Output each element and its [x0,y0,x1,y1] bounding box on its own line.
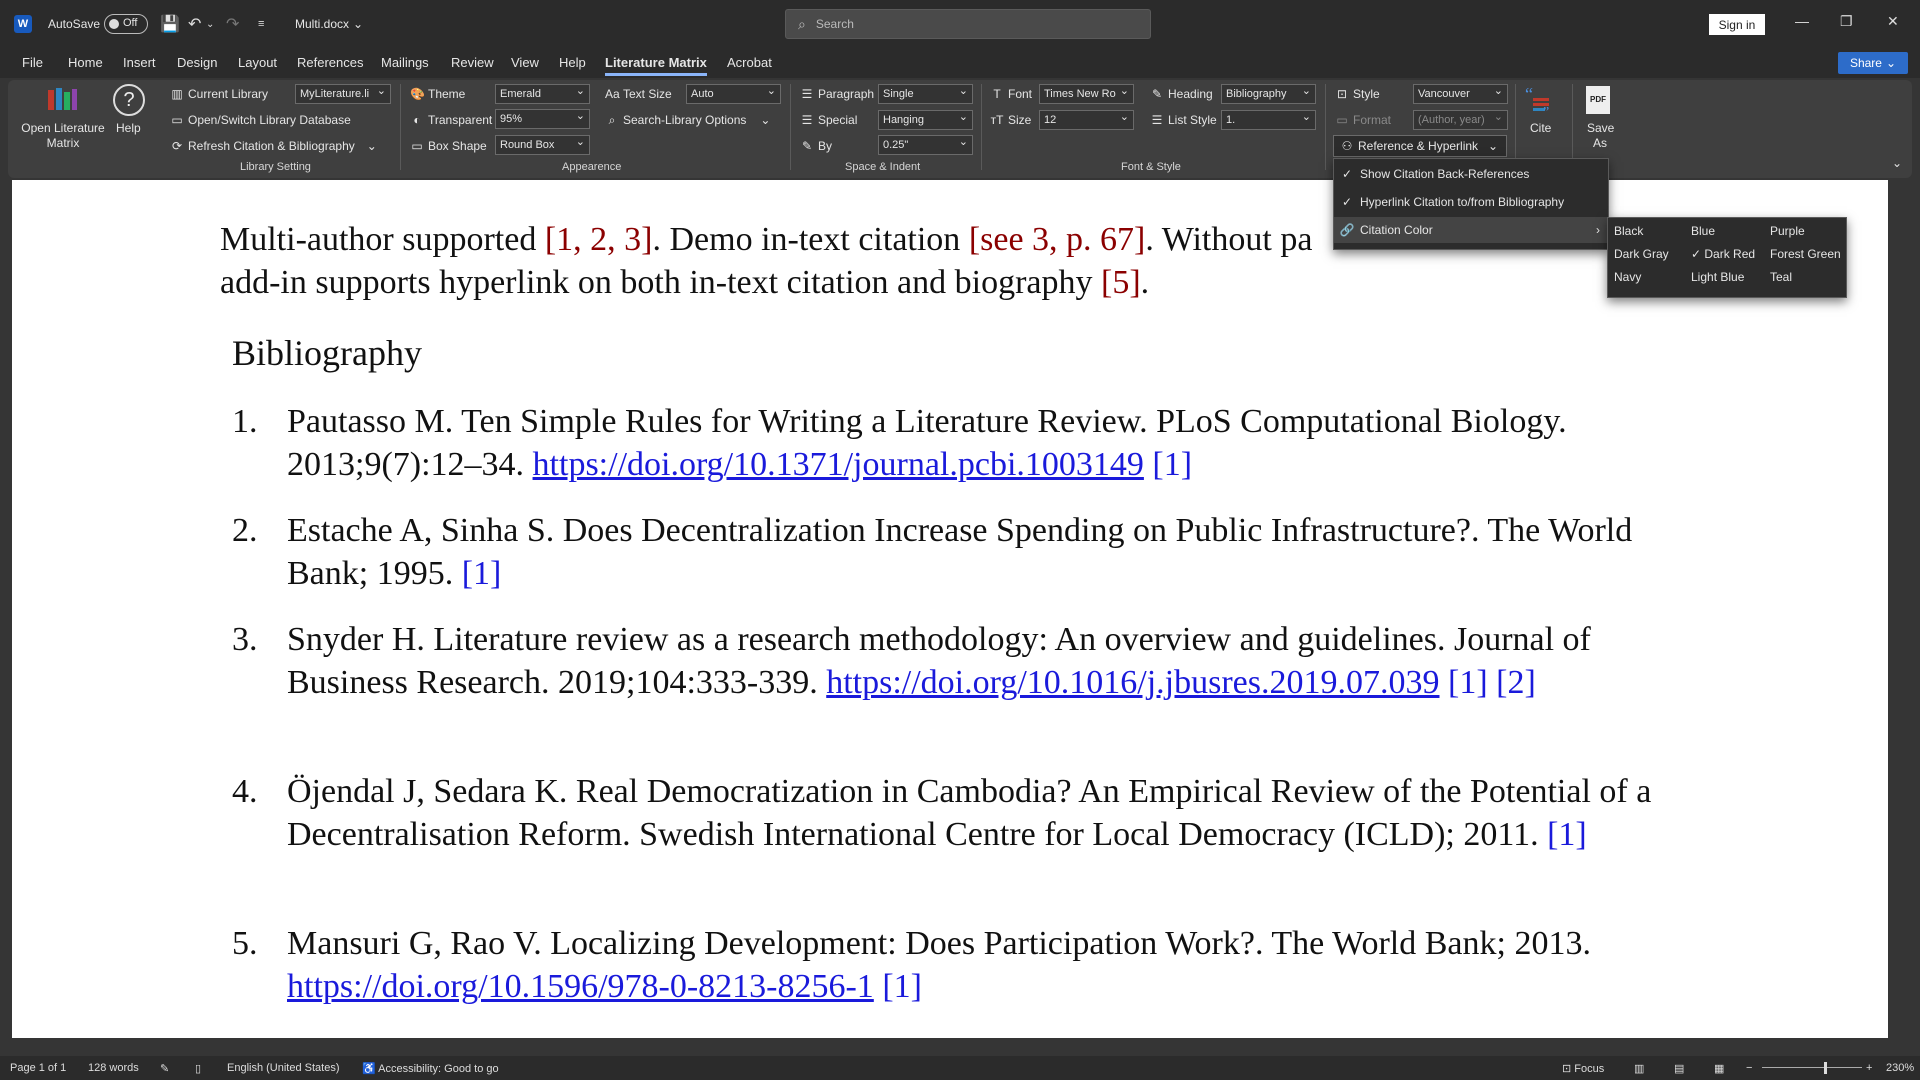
pencil-icon: ✎ [801,139,813,153]
style-label: ⊡ Style [1336,87,1380,101]
list-style-dropdown[interactable]: 1. ⌄ [1221,110,1316,130]
body-text: add-in supports hyperlink on both in-text citation and biography [220,264,1102,301]
title-bar [0,0,1920,48]
doi-link[interactable]: https://doi.org/10.1016/j.jbusres.2019.07.039 [826,664,1440,701]
box-shape-dropdown[interactable]: Round Box ⌄ [495,135,590,155]
box-shape-icon: ▭ [411,139,423,153]
search-icon: ⌕ [608,113,616,127]
entry-text: Estache A, Sinha S. Does Decentralization Increase Spending on Public Infrastructure?. The World Bank; 1995. [287,512,1633,592]
color-option-light-blue[interactable]: Light Blue [1691,270,1745,284]
page-count[interactable]: Page 1 of 1 [10,1062,67,1074]
entry-text: Pautasso M. Ten Simple Rules for Writing a Literature Review. PLoS Computational Biology. 2013;9(7):12–34. [287,403,1567,483]
library-books-icon: ▥ [171,87,183,101]
format-dropdown[interactable]: (Author, year) ⌄ [1413,110,1508,130]
filename-text: Multi.docx [295,17,350,31]
special-label: ☰ Special [801,113,858,127]
chevron-down-icon: ⌄ [760,113,771,127]
group-separator [790,84,791,170]
paragraph-label: ☰ Paragraph [801,87,875,101]
citation-link[interactable]: [see 3, p. 67] [968,221,1146,258]
box-shape-label: ▭ Box Shape [411,139,487,153]
tab-view[interactable]: View [511,55,539,70]
cite-button[interactable]: Cite [1530,121,1552,135]
transparency-icon: ◐ [413,113,421,127]
indent-icon: ☰ [801,113,813,127]
book-icon[interactable]: ▯ [195,1063,202,1075]
tab-mailings[interactable]: Mailings [381,55,429,70]
menu-item-citation-color[interactable]: 🔗 Citation Color › [1334,217,1608,243]
list-icon: ☰ [1151,113,1163,127]
tab-acrobat[interactable]: Acrobat [727,55,772,70]
font-icon: T [993,87,1001,101]
people-link-icon: ⚇ [1341,139,1353,153]
proofing-icon[interactable]: ✎ [160,1063,170,1075]
group-separator [981,84,982,170]
document-page[interactable] [12,180,1888,1038]
appearance-group-label: Appearence [562,161,622,173]
svg-text:”: ” [1543,105,1550,116]
save-icon[interactable]: 💾 [160,16,180,33]
chevron-down-icon: ⌄ [1487,139,1498,153]
zoom-slider-thumb[interactable] [1824,1062,1827,1074]
citation-link[interactable]: [1, 2, 3] [544,221,653,258]
entry-number: 2. [232,512,258,549]
body-text: . Without pa [1145,221,1313,258]
refresh-citation-button[interactable]: ⟳ Refresh Citation & Bibliography ⌄ [171,139,377,153]
entry-text: Mansuri G, Rao V. Localizing Development: Does Participation Work?. The World Bank; 2013. [287,925,1591,962]
link-icon: 🔗 [1339,223,1355,237]
text-size-dropdown[interactable]: Auto ⌄ [686,84,781,104]
transparent-dropdown[interactable]: 95% ⌄ [495,109,590,129]
accessibility-indicator[interactable]: ♿ Accessibility: Good to go [362,1063,499,1075]
tab-help[interactable]: Help [559,55,586,70]
format-icon: ▭ [1336,113,1348,127]
chevron-down-icon: ⌄ [1885,56,1897,70]
format-label: ▭ Format [1336,113,1392,127]
accessibility-icon: ♿ [362,1063,379,1075]
svg-text:“: “ [1525,86,1533,104]
restore-icon[interactable]: ❐ [1840,13,1853,29]
document-filename[interactable] [295,0,363,48]
entry-text: Snyder H. Literature review as a research methodology: An overview and guidelines. Journal of Business Research. 2019;104:333-339. [287,621,1591,701]
tab-references[interactable]: References [297,55,364,70]
list-style-label: ☰ List Style [1151,113,1217,127]
color-option-navy[interactable]: Navy [1614,270,1642,284]
tab-review[interactable]: Review [451,55,494,70]
search-placeholder: Search [815,17,854,31]
undo-dropdown-icon[interactable]: ⌄ [206,18,215,30]
zoom-level[interactable]: 230% [1886,1062,1915,1074]
citation-color-submenu [1607,217,1847,298]
group-separator [1325,84,1326,170]
customize-qat-icon[interactable]: ≡ [258,18,265,30]
color-option-blue[interactable]: Blue [1691,224,1716,238]
back-reference-link[interactable]: [1] [461,555,502,592]
tab-home[interactable]: Home [68,55,103,70]
reference-hyperlink-menu [1333,158,1609,250]
color-option-forest-green[interactable]: Forest Green [1770,247,1841,261]
by-label: ✎ By [801,139,833,153]
zoom-out-icon[interactable]: − [1746,1062,1753,1074]
library-setting-group-label: Library Setting [240,161,311,173]
chevron-down-icon: ⌄ [353,17,364,31]
doi-link[interactable]: https://doi.org/10.1371/journal.pcbi.1003149 [532,446,1144,483]
word-app-icon[interactable]: W [14,15,32,33]
current-library-dropdown[interactable]: MyLiterature.li ⌄ [295,84,391,104]
focus-button[interactable]: ⊡ Focus [1562,1063,1605,1075]
collapse-ribbon-icon[interactable]: ⌄ [1892,156,1903,170]
back-reference-link[interactable]: [1] [1143,446,1193,483]
checkmark-icon: ✓ [1341,167,1353,181]
autosave-state: Off [123,17,138,29]
style-dropdown[interactable]: Vancouver ⌄ [1413,84,1508,104]
font-style-group-label: Font & Style [1121,161,1181,173]
folder-open-icon: ▭ [171,113,183,127]
color-option-black[interactable]: Black [1614,224,1644,238]
menu-item-show-back-references[interactable]: ✓ Show Citation Back-References [1334,161,1608,187]
zoom-slider[interactable] [1762,1067,1862,1068]
palette-icon: 🎨 [410,87,425,101]
back-reference-link[interactable]: [1] [2] [1439,664,1536,701]
search-box[interactable] [785,9,1151,39]
entry-number: 5. [232,925,258,962]
entry-text: Öjendal J, Sedara K. Real Democratization in Cambodia? An Empirical Review of the Potential of a Decentralisation Reform. Swedish International Centre for Local Democracy (ICLD); 2011. [287,773,1652,853]
citation-link[interactable]: [5] [1101,264,1141,301]
sign-in-button[interactable]: Sign in [1709,14,1765,35]
font-label: T Font [990,87,1032,101]
style-icon: ⊡ [1336,87,1348,101]
paragraph-spacing-icon: ☰ [801,87,813,101]
chevron-right-icon: › [1596,223,1600,237]
search-library-options-button[interactable]: ⌕ Search-Library Options ⌄ [605,113,770,128]
minimize-icon[interactable]: — [1795,13,1809,29]
search-icon: ⌕ [798,15,806,32]
open-switch-library-button[interactable]: ▭ Open/Switch Library Database [171,113,351,127]
special-dropdown[interactable]: Hanging ⌄ [878,110,973,130]
tab-design[interactable]: Design [177,55,218,70]
transparent-label: ◐ Transparent [410,113,492,127]
body-text: Multi-author supported [220,221,545,258]
entry-number: 3. [232,621,258,658]
heading-icon: ✎ [1151,87,1163,101]
group-separator [400,84,401,170]
redo-icon[interactable]: ↷ [226,16,240,33]
text-size-icon: Aa [605,87,620,101]
tab-file[interactable]: File [22,55,43,70]
ribbon-tabs [0,48,1920,78]
zoom-in-icon[interactable]: + [1866,1062,1873,1074]
close-icon[interactable]: ✕ [1887,13,1899,29]
bibliography-heading: Bibliography [232,333,422,373]
tab-insert[interactable]: Insert [123,55,156,70]
autosave-label: AutoSave [48,17,101,31]
body-text: . [1140,264,1150,301]
share-label: Share [1849,56,1882,70]
font-size-icon: тT [990,113,1004,127]
font-dropdown[interactable]: Times New Ro ⌄ [1039,84,1134,104]
read-mode-icon[interactable]: ▥ [1634,1063,1645,1075]
tab-layout[interactable]: Layout [238,55,278,70]
focus-icon: ⊡ [1562,1063,1575,1075]
menu-item-hyperlink-citation[interactable]: ✓ Hyperlink Citation to/from Bibliography [1334,189,1608,215]
color-option-teal[interactable]: Teal [1770,270,1793,284]
space-indent-group-label: Space & Indent [845,161,921,173]
language-indicator[interactable]: English (United States) [227,1062,340,1074]
autosave-toggle[interactable] [104,14,148,34]
share-button[interactable] [1838,52,1908,74]
text-size-label: Aa Text Size [605,87,672,101]
doi-link[interactable]: https://doi.org/10.1596/978-0-8213-8256-1 [287,968,874,1005]
entry-number: 4. [232,773,258,810]
save-as-button[interactable]: Save As [1587,121,1615,150]
theme-label: 🎨 Theme [410,87,466,101]
help-icon: ? [113,84,145,116]
paragraph-dropdown[interactable]: Single ⌄ [878,84,973,104]
cite-icon [1525,86,1555,116]
reference-hyperlink-button[interactable]: ⚇ Reference & Hyperlink ⌄ [1333,135,1507,157]
refresh-icon: ⟳ [171,139,183,153]
back-reference-link[interactable]: [1] [873,968,922,1005]
entry-number: 1. [232,403,258,440]
body-text: . Demo in-text citation [652,221,969,258]
chevron-down-icon: ⌄ [366,139,377,153]
tab-literature-matrix[interactable]: Literature Matrix [605,55,707,76]
heading-dropdown[interactable]: Bibliography ⌄ [1221,84,1316,104]
toggle-knob [109,19,119,29]
size-dropdown[interactable]: 12 ⌄ [1039,110,1134,130]
open-literature-matrix-button[interactable]: Open Literature Matrix [21,121,105,150]
color-option-dark-red[interactable]: ✓ Dark Red [1691,247,1756,261]
web-layout-icon[interactable]: ▦ [1714,1063,1725,1075]
heading-label: ✎ Heading [1151,87,1213,101]
word-count[interactable]: 128 words [88,1062,139,1074]
undo-icon[interactable]: ↶ [188,16,202,33]
size-label: тT Size [990,113,1032,127]
help-button[interactable]: Help [116,121,141,135]
pdf-icon: PDF [1586,86,1610,114]
theme-dropdown[interactable]: Emerald ⌄ [495,84,590,104]
by-dropdown[interactable]: 0.25" ⌄ [878,135,973,155]
color-option-dark-gray[interactable]: Dark Gray [1614,247,1669,261]
color-option-purple[interactable]: Purple [1770,224,1805,238]
checkmark-icon: ✓ [1341,195,1353,209]
current-library-label: ▥ Current Library [171,87,269,101]
back-reference-link[interactable]: [1] [1547,816,1587,853]
print-layout-icon[interactable]: ▤ [1674,1063,1685,1075]
literature-matrix-icon [46,86,78,114]
status-bar [0,1056,1920,1080]
